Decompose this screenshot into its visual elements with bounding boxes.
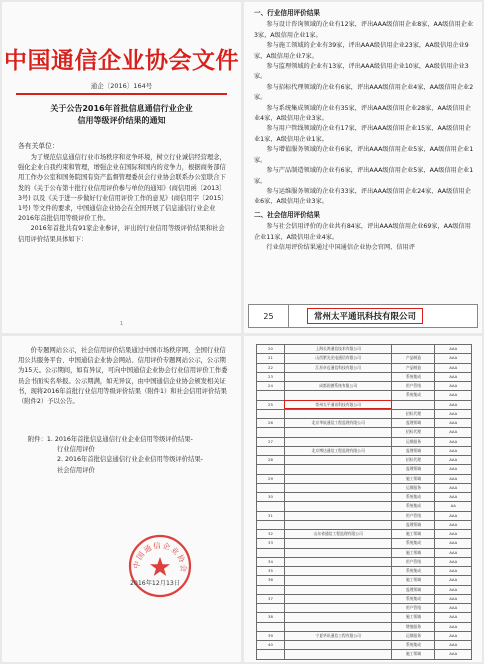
table-row bbox=[257, 641, 472, 650]
grade-cell: AAA bbox=[435, 428, 472, 437]
table-row bbox=[257, 382, 472, 391]
row-number-cell bbox=[257, 622, 285, 631]
table-row bbox=[257, 548, 472, 557]
grade-cell: AAA bbox=[435, 567, 472, 576]
company-cell bbox=[284, 650, 392, 659]
grade-cell: AAA bbox=[435, 446, 472, 455]
table-row bbox=[257, 604, 472, 613]
row-number-cell bbox=[257, 585, 285, 594]
table-row bbox=[257, 409, 472, 418]
row-number-cell: 22 bbox=[257, 363, 285, 372]
grade-cell: AAA bbox=[435, 576, 472, 585]
row-number-cell: 23 bbox=[257, 372, 285, 381]
body-paragraph: 为了规范信息通信行业市场秩序和竞争环境，树立行业诚信经营理念，强化企业自我约束和管理，增强企业在国际和国内的竞争力，根据商务部信用工作办公室和国务院国有资产监督管理委员会行业协会联系办公室联合下发的《关于公布第十批行业信用评价参与单位的通知》(商信用函〔2013〕3号) 以及《关于进一步做好行业信用评价工作的意见》(商信用字〔2015〕1号) 等文件的要求，中国通信企业协会在全国开展了信息通信行业企业2016年首批信用等级评价工作。 bbox=[18, 154, 228, 223]
result-paragraph: 参与产品制造领域的企业有6家，评出AAA级信用企业5家，AA级信用企业1家。 bbox=[254, 167, 474, 185]
field-cell: 监理领域 bbox=[392, 520, 435, 529]
table-row bbox=[257, 345, 472, 354]
field-cell: 用户管线 bbox=[392, 511, 435, 520]
table-row bbox=[257, 400, 472, 409]
grade-cell: AAA bbox=[435, 548, 472, 557]
table-row bbox=[257, 437, 472, 446]
row-number-cell: 20 bbox=[257, 345, 285, 354]
company-cell bbox=[284, 520, 392, 529]
grade-cell: AAA bbox=[435, 354, 472, 363]
row-number-cell bbox=[257, 548, 285, 557]
company-cell bbox=[284, 493, 392, 502]
grade-cell: AAA bbox=[435, 631, 472, 640]
company-cell bbox=[284, 585, 392, 594]
grade-cell: AAA bbox=[435, 604, 472, 613]
field-cell: 用户管线 bbox=[392, 557, 435, 566]
row-number-cell: 30 bbox=[257, 493, 285, 502]
section-heading: 二、社会信用评价结果 bbox=[254, 210, 320, 219]
highlighted-table-row bbox=[248, 304, 478, 328]
company-cell bbox=[284, 437, 392, 446]
grade-cell: AAA bbox=[435, 419, 472, 428]
field-cell: 监理领域 bbox=[392, 465, 435, 474]
field-cell: 系统集成 bbox=[392, 493, 435, 502]
rating-results-table bbox=[256, 344, 472, 660]
company-cell bbox=[284, 428, 392, 437]
table-row bbox=[257, 511, 472, 520]
grade-cell: AAA bbox=[435, 345, 472, 354]
row-number-cell: 33 bbox=[257, 539, 285, 548]
field-cell: 系统集成 bbox=[392, 372, 435, 381]
field-cell: 招标代理 bbox=[392, 428, 435, 437]
field-cell: 产品制造 bbox=[392, 363, 435, 372]
company-cell bbox=[284, 483, 392, 492]
row-number-cell: 25 bbox=[257, 400, 285, 409]
company-cell bbox=[284, 474, 392, 483]
grade-cell: AAA bbox=[435, 391, 472, 400]
document-page-3 bbox=[2, 336, 241, 662]
field-cell: 施工领域 bbox=[392, 650, 435, 659]
attachment-item: 社会信用评价 bbox=[57, 466, 95, 474]
row-number-cell bbox=[257, 604, 285, 613]
grade-cell: AAA bbox=[435, 641, 472, 650]
result-paragraph: 参与监理领域的企业有13家，评出AAA级信用企业10家，AA级信用企业3家。 bbox=[254, 63, 469, 81]
grade-cell: AAA bbox=[435, 363, 472, 372]
grade-cell: AAA bbox=[435, 594, 472, 603]
grade-cell: AAA bbox=[435, 493, 472, 502]
company-cell: 山西紫光光电通信有限公司 bbox=[284, 354, 392, 363]
notice-title: 关于公告2016年首批信息通信行业企业 信用等级评价结果的通知 bbox=[50, 104, 193, 125]
company-cell: 宁夏华讯通信工程有限公司 bbox=[284, 631, 392, 640]
table-row bbox=[257, 354, 472, 363]
seal-text: 中国通信企业协会 bbox=[131, 540, 189, 574]
grade-cell: AAA bbox=[435, 409, 472, 418]
table-row bbox=[257, 631, 472, 640]
table-row bbox=[257, 391, 472, 400]
row-number-cell bbox=[257, 483, 285, 492]
table-row bbox=[257, 474, 472, 483]
company-cell: 上海长鸿通信技术有限公司 bbox=[284, 345, 392, 354]
company-cell bbox=[284, 548, 392, 557]
company-cell bbox=[284, 567, 392, 576]
grade-cell: AAA bbox=[435, 650, 472, 659]
field-cell: 施工领域 bbox=[392, 474, 435, 483]
company-cell bbox=[284, 409, 392, 418]
document-page-2 bbox=[244, 2, 482, 333]
field-cell: 系统集成 bbox=[392, 567, 435, 576]
row-number-cell: 40 bbox=[257, 641, 285, 650]
attachments-label: 附件： bbox=[28, 436, 47, 443]
grade-cell: AAA bbox=[435, 372, 472, 381]
page-number: 1 bbox=[119, 321, 124, 327]
document-masthead: 中国通信企业协会文件 bbox=[4, 47, 239, 74]
table-row bbox=[257, 419, 472, 428]
field-cell: 监理领域 bbox=[392, 446, 435, 455]
company-cell bbox=[284, 372, 392, 381]
company-cell bbox=[284, 391, 392, 400]
result-paragraph: 参与增值服务领域的企业有6家，评出AAA级信用企业5家，AA级信用企业1家。 bbox=[254, 146, 474, 164]
field-cell: 运维服务 bbox=[392, 631, 435, 640]
field-cell: 招标代理 bbox=[392, 409, 435, 418]
row-number-cell: 37 bbox=[257, 594, 285, 603]
row-number-cell: 24 bbox=[257, 382, 285, 391]
company-cell bbox=[284, 641, 392, 650]
result-paragraph: 参与运维服务领域的企业有33家，评出AAA级信用企业24家，AA级信用企业6家，A级信用企业3家。 bbox=[254, 187, 471, 206]
result-paragraph: 参与系统集成领域的企业有35家，评出AAA级信用企业28家，AA级信用企业4家，A级信用企业3家。 bbox=[254, 104, 471, 123]
company-cell: 北京博达通信工程监理有限公司 bbox=[284, 446, 392, 455]
body-paragraph: 价专题网站公示，社会信用评价结果通过中国市场秩序网、全国行业信用公共服务平台、中国通信企业协会网站、信用评价专题网站公示，公示期为15天。公示期间，如有异议，可向中国通信企业协会行业信用评价工作委员会书面实名举报。公示期满，如无异议，由中国通信企业协会颁发相关证书，现将2016年首批行业信用等级评价结果（附件1）和社会信用评价结果（附件2）予以公告。 bbox=[18, 347, 228, 406]
highlighted-company-name: 常州太平通讯科技有限公司 bbox=[307, 308, 423, 324]
row-number-cell bbox=[257, 409, 285, 418]
grade-cell: AAA bbox=[435, 613, 472, 622]
row-number-cell bbox=[257, 428, 285, 437]
grade-cell: AAA bbox=[435, 622, 472, 631]
table-row bbox=[257, 428, 472, 437]
row-number-cell bbox=[257, 650, 285, 659]
table-row bbox=[257, 520, 472, 529]
company-cell bbox=[284, 594, 392, 603]
field-cell: 产品制造 bbox=[392, 354, 435, 363]
row-number-cell: 29 bbox=[257, 474, 285, 483]
body-paragraph: 2016年首批共有91家企业参评，评出的行业信用等级评价结果和社会信用评价结果具体如下： bbox=[18, 225, 225, 243]
field-cell: 增值服务 bbox=[392, 622, 435, 631]
company-cell: 成都固德系统有限公司 bbox=[284, 382, 392, 391]
company-cell bbox=[284, 465, 392, 474]
attachments-list bbox=[28, 435, 231, 476]
field-cell: 运维服务 bbox=[392, 483, 435, 492]
row-number-cell bbox=[257, 465, 285, 474]
table-row bbox=[257, 493, 472, 502]
result-paragraph: 参与设计咨询领域的企业有12家，评出AAA级信用企业8家，AA级信用企业3家，A级信用企业1家。 bbox=[254, 21, 474, 39]
field-cell: 系统集成 bbox=[392, 641, 435, 650]
document-number: 通企〔2016〕164号 bbox=[90, 82, 153, 90]
document-page-1 bbox=[2, 2, 241, 333]
field-cell: 招标代理 bbox=[392, 456, 435, 465]
table-row bbox=[257, 650, 472, 659]
grade-cell: AAA bbox=[435, 465, 472, 474]
company-cell bbox=[284, 511, 392, 520]
result-paragraph: 参与社会信用评价的企业共有84家，评出AAA级信用企业69家，AA级信用企业11家，A级信用企业4家。 bbox=[254, 223, 471, 241]
grade-cell: AAA bbox=[435, 382, 472, 391]
field-cell bbox=[392, 400, 435, 409]
table-row bbox=[257, 622, 472, 631]
grade-cell: AAA bbox=[435, 511, 472, 520]
row-number-cell bbox=[257, 520, 285, 529]
row-number-cell: 27 bbox=[257, 437, 285, 446]
table-row bbox=[257, 594, 472, 603]
row-number-cell: 39 bbox=[257, 631, 285, 640]
field-cell: 系统集成 bbox=[392, 539, 435, 548]
field-cell: 施工领域 bbox=[392, 530, 435, 539]
field-cell bbox=[392, 345, 435, 354]
field-cell: 用户管线 bbox=[392, 382, 435, 391]
company-cell: 常州太平通讯科技有限公司 bbox=[284, 400, 392, 409]
field-cell: 系统集成 bbox=[392, 391, 435, 400]
field-cell: 用户管线 bbox=[392, 604, 435, 613]
grade-cell: AAA bbox=[435, 437, 472, 446]
grade-cell: AAA bbox=[435, 400, 472, 409]
table-row bbox=[257, 557, 472, 566]
section-heading: 一、行业信用评价结果 bbox=[254, 9, 320, 17]
field-cell: 施工领域 bbox=[392, 548, 435, 557]
attachment-item: 1. 2016年首批信息通信行业企业信用等级评价结果- bbox=[46, 436, 193, 443]
table-row bbox=[257, 539, 472, 548]
company-cell bbox=[284, 613, 392, 622]
document-page-4 bbox=[244, 336, 482, 662]
row-number-cell bbox=[257, 391, 285, 400]
red-divider bbox=[16, 93, 227, 95]
table-row bbox=[257, 372, 472, 381]
table-row bbox=[257, 567, 472, 576]
row-number-cell: 26 bbox=[257, 419, 285, 428]
grade-cell: AAA bbox=[435, 474, 472, 483]
company-cell bbox=[284, 622, 392, 631]
company-cell bbox=[284, 502, 392, 511]
grade-cell: AAA bbox=[435, 585, 472, 594]
company-cell bbox=[284, 539, 392, 548]
result-paragraph: 参与施工领域的企业有39家，评出AAA级信用企业23家，AA级信用企业9家，A级信用企业7家。 bbox=[254, 42, 469, 60]
row-number-cell bbox=[257, 446, 285, 455]
company-cell bbox=[284, 576, 392, 585]
row-number-cell: 31 bbox=[257, 511, 285, 520]
company-cell: 江苏卓迈通信科技有限公司 bbox=[284, 363, 392, 372]
table-row bbox=[257, 446, 472, 455]
company-cell: 山东省通信工程监理有限公司 bbox=[284, 530, 392, 539]
row-number-cell: 32 bbox=[257, 530, 285, 539]
field-cell: 监理领域 bbox=[392, 585, 435, 594]
issue-date: 2016年12月13日 bbox=[130, 580, 181, 587]
results-text bbox=[254, 6, 474, 253]
table-row bbox=[257, 585, 472, 594]
field-cell: 运维服务 bbox=[392, 437, 435, 446]
company-cell: 北京华软通信工程监理有限公司 bbox=[284, 419, 392, 428]
row-number: 25 bbox=[249, 305, 289, 327]
table-row bbox=[257, 456, 472, 465]
table-row bbox=[257, 530, 472, 539]
company-cell bbox=[284, 604, 392, 613]
field-cell: 施工领域 bbox=[392, 576, 435, 585]
notice-body-continued bbox=[18, 346, 229, 407]
row-number-cell: 36 bbox=[257, 576, 285, 585]
company-cell bbox=[284, 456, 392, 465]
grade-cell: AAA bbox=[435, 483, 472, 492]
table-row bbox=[257, 613, 472, 622]
result-paragraph: 行业信用评价结果通过中国通信企业协会官网、信用评 bbox=[266, 243, 415, 251]
table-row bbox=[257, 576, 472, 585]
row-number-cell: 35 bbox=[257, 567, 285, 576]
table-row bbox=[257, 502, 472, 511]
grade-cell: AAA bbox=[435, 456, 472, 465]
result-paragraph: 参与招标代理领域的企业有6家，评出AAA级信用企业4家，AA级信用企业2家。 bbox=[254, 83, 474, 102]
row-number-cell: 28 bbox=[257, 456, 285, 465]
table-row bbox=[257, 483, 472, 492]
company-cell bbox=[284, 557, 392, 566]
row-number-cell: 34 bbox=[257, 557, 285, 566]
result-paragraph: 参与用户管线领域的企业有17家，评出AAA级信用企业15家，AA级信用企业1家，A级信用企业1家。 bbox=[254, 125, 471, 143]
field-cell: 监理领域 bbox=[392, 419, 435, 428]
field-cell: 施工领域 bbox=[392, 613, 435, 622]
salutation: 各有关单位： bbox=[18, 142, 59, 150]
official-seal-stamp bbox=[127, 533, 193, 599]
grade-cell: AAA bbox=[435, 557, 472, 566]
grade-cell: AAA bbox=[435, 530, 472, 539]
attachment-item: 2. 2016年首批信息通信行业企业信用等级评价结果- bbox=[57, 456, 203, 464]
row-number-cell: 38 bbox=[257, 613, 285, 622]
grade-cell: AAA bbox=[435, 520, 472, 529]
grade-cell: AA bbox=[435, 502, 472, 511]
table-row bbox=[257, 465, 472, 474]
row-number-cell bbox=[257, 502, 285, 511]
field-cell: 系统集成 bbox=[392, 502, 435, 511]
row-number-cell: 21 bbox=[257, 354, 285, 363]
grade-cell: AAA bbox=[435, 539, 472, 548]
table-row bbox=[257, 363, 472, 372]
field-cell: 系统集成 bbox=[392, 594, 435, 603]
attachment-item: 行业信用评价 bbox=[57, 446, 95, 454]
notice-body bbox=[18, 153, 229, 245]
